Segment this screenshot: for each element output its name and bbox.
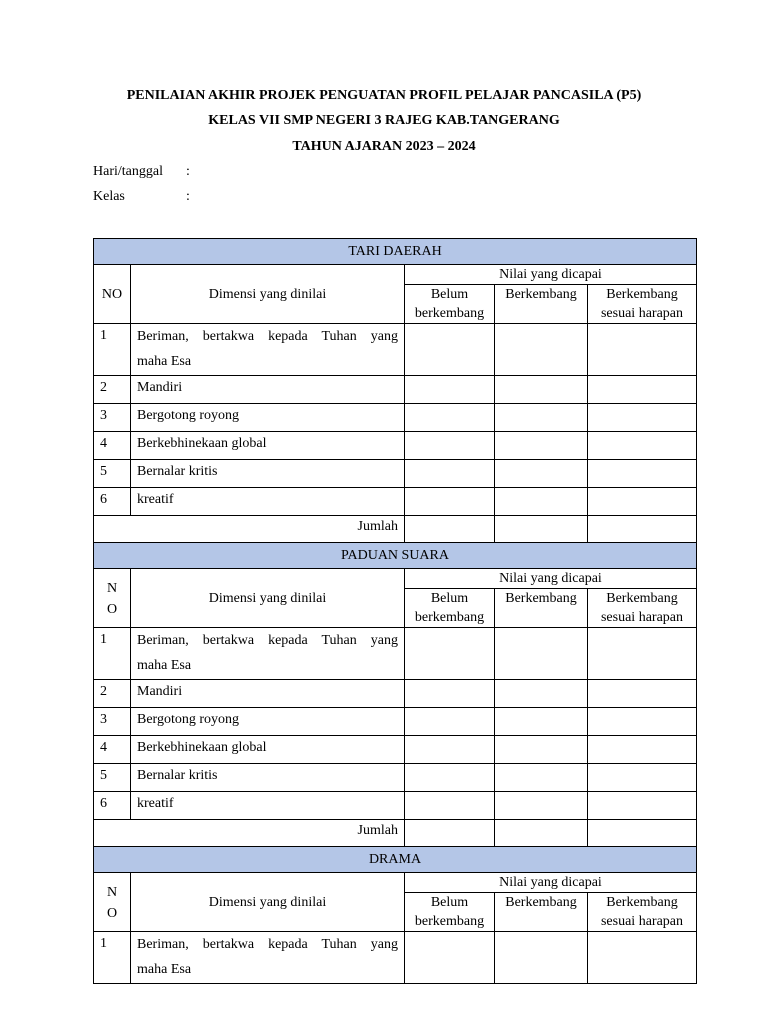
- row-dimension: Bergotong royong: [131, 404, 405, 432]
- score-cell[interactable]: [405, 708, 495, 736]
- score-cell[interactable]: [495, 376, 588, 404]
- score-cell[interactable]: [405, 764, 495, 792]
- score-cell[interactable]: [588, 680, 697, 708]
- header-row: [94, 265, 697, 285]
- total-row: [94, 820, 697, 847]
- table-row: [94, 764, 697, 792]
- score-cell[interactable]: [405, 460, 495, 488]
- score-cell[interactable]: [588, 460, 697, 488]
- row-number: 5: [94, 764, 131, 792]
- col-header-belum: Belum berkembang: [405, 285, 495, 324]
- row-dimension: Beriman, bertakwa kepada Tuhan yang maha Esa: [131, 324, 405, 376]
- assessment-table: [93, 238, 697, 984]
- row-number: 3: [94, 404, 131, 432]
- score-cell[interactable]: [405, 628, 495, 680]
- col-header-belum: Belum berkembang: [405, 893, 495, 932]
- row-dimension: Mandiri: [131, 376, 405, 404]
- assessment-grid: [93, 238, 696, 977]
- col-header-score-group: Nilai yang dicapai: [405, 265, 697, 285]
- col-header-no: N O: [94, 873, 131, 932]
- table-row: [94, 932, 697, 984]
- score-cell[interactable]: [588, 488, 697, 516]
- section-title: PADUAN SUARA: [94, 543, 697, 569]
- col-header-berkembang: Berkembang: [495, 285, 588, 324]
- col-header-sesuai: Berkembang sesuai harapan: [588, 893, 697, 932]
- score-cell[interactable]: [405, 488, 495, 516]
- score-cell[interactable]: [495, 764, 588, 792]
- score-cell[interactable]: [588, 932, 697, 984]
- score-cell[interactable]: [495, 460, 588, 488]
- col-header-sesuai: Berkembang sesuai harapan: [588, 285, 697, 324]
- row-dimension: Bernalar kritis: [131, 764, 405, 792]
- score-cell[interactable]: [405, 792, 495, 820]
- field-date: [93, 164, 190, 180]
- row-number: 1: [94, 324, 131, 376]
- score-cell[interactable]: [495, 432, 588, 460]
- score-cell[interactable]: [495, 708, 588, 736]
- section-header-row: [94, 239, 697, 265]
- score-cell[interactable]: [588, 404, 697, 432]
- row-dimension: Bernalar kritis: [131, 460, 405, 488]
- score-cell[interactable]: [405, 432, 495, 460]
- score-cell[interactable]: [405, 736, 495, 764]
- total-cell[interactable]: [588, 516, 697, 543]
- score-cell[interactable]: [588, 764, 697, 792]
- score-cell[interactable]: [495, 792, 588, 820]
- row-dimension: Beriman, bertakwa kepada Tuhan yang maha Esa: [131, 932, 405, 984]
- col-header-score-group: Nilai yang dicapai: [405, 569, 697, 589]
- score-cell[interactable]: [405, 324, 495, 376]
- score-cell[interactable]: [495, 736, 588, 764]
- row-dimension: Mandiri: [131, 680, 405, 708]
- table-row: [94, 376, 697, 404]
- col-header-dimension: Dimensi yang dinilai: [131, 569, 405, 628]
- total-cell[interactable]: [588, 820, 697, 847]
- section-header-row: [94, 543, 697, 569]
- score-cell[interactable]: [405, 404, 495, 432]
- field-class-label: Kelas: [93, 189, 125, 204]
- field-class: [93, 189, 190, 205]
- col-header-no: N O: [94, 569, 131, 628]
- table-row: [94, 324, 697, 376]
- row-dimension: Bergotong royong: [131, 708, 405, 736]
- table-row: [94, 628, 697, 680]
- table-row: [94, 432, 697, 460]
- document-title: PENILAIAN AKHIR PROJEK PENGUATAN PROFIL PELAJAR PANCASILA (P5): [126, 88, 642, 103]
- score-cell[interactable]: [588, 792, 697, 820]
- score-cell[interactable]: [405, 680, 495, 708]
- section-title: DRAMA: [94, 847, 697, 873]
- total-cell[interactable]: [495, 516, 588, 543]
- table-row: [94, 680, 697, 708]
- score-cell[interactable]: [495, 628, 588, 680]
- row-dimension: Berkebhinekaan global: [131, 736, 405, 764]
- score-cell[interactable]: [495, 488, 588, 516]
- table-row: [94, 488, 697, 516]
- table-row: [94, 460, 697, 488]
- row-number: 4: [94, 432, 131, 460]
- col-header-belum: Belum berkembang: [405, 589, 495, 628]
- row-number: 6: [94, 792, 131, 820]
- col-header-sesuai: Berkembang sesuai harapan: [588, 589, 697, 628]
- row-number: 1: [94, 628, 131, 680]
- row-dimension: Berkebhinekaan global: [131, 432, 405, 460]
- table-row: [94, 792, 697, 820]
- total-cell[interactable]: [405, 820, 495, 847]
- row-number: 6: [94, 488, 131, 516]
- field-date-separator: :: [186, 164, 190, 179]
- score-cell[interactable]: [588, 324, 697, 376]
- row-dimension: Beriman, bertakwa kepada Tuhan yang maha Esa: [131, 628, 405, 680]
- score-cell[interactable]: [495, 404, 588, 432]
- document-subtitle-year: TAHUN AJARAN 2023 – 2024: [292, 139, 476, 154]
- field-class-separator: :: [186, 189, 190, 204]
- score-cell[interactable]: [495, 324, 588, 376]
- row-number: 2: [94, 680, 131, 708]
- total-row: [94, 516, 697, 543]
- score-cell[interactable]: [405, 376, 495, 404]
- table-row: [94, 736, 697, 764]
- field-date-label: Hari/tanggal: [93, 164, 163, 179]
- total-label: Jumlah: [94, 820, 405, 847]
- row-number: 2: [94, 376, 131, 404]
- row-dimension: kreatif: [131, 792, 405, 820]
- col-header-berkembang: Berkembang: [495, 893, 588, 932]
- score-cell[interactable]: [588, 736, 697, 764]
- col-header-dimension: Dimensi yang dinilai: [131, 265, 405, 324]
- total-cell[interactable]: [495, 820, 588, 847]
- row-number: 4: [94, 736, 131, 764]
- table-row: [94, 404, 697, 432]
- col-header-berkembang: Berkembang: [495, 589, 588, 628]
- score-cell[interactable]: [588, 432, 697, 460]
- row-dimension: kreatif: [131, 488, 405, 516]
- section-title: TARI DAERAH: [94, 239, 697, 265]
- table-row: [94, 708, 697, 736]
- total-label: Jumlah: [94, 516, 405, 543]
- document-subtitle-school: KELAS VII SMP NEGERI 3 RAJEG KAB.TANGERANG: [208, 113, 560, 128]
- score-cell[interactable]: [495, 932, 588, 984]
- score-cell[interactable]: [588, 376, 697, 404]
- col-header-score-group: Nilai yang dicapai: [405, 873, 697, 893]
- col-header-dimension: Dimensi yang dinilai: [131, 873, 405, 932]
- score-cell[interactable]: [495, 680, 588, 708]
- row-number: 5: [94, 460, 131, 488]
- header-row: [94, 569, 697, 589]
- section-header-row: [94, 847, 697, 873]
- score-cell[interactable]: [405, 932, 495, 984]
- row-number: 1: [94, 932, 131, 984]
- total-cell[interactable]: [405, 516, 495, 543]
- row-number: 3: [94, 708, 131, 736]
- header-row: [94, 873, 697, 893]
- score-cell[interactable]: [588, 628, 697, 680]
- col-header-no: NO: [94, 265, 131, 324]
- score-cell[interactable]: [588, 708, 697, 736]
